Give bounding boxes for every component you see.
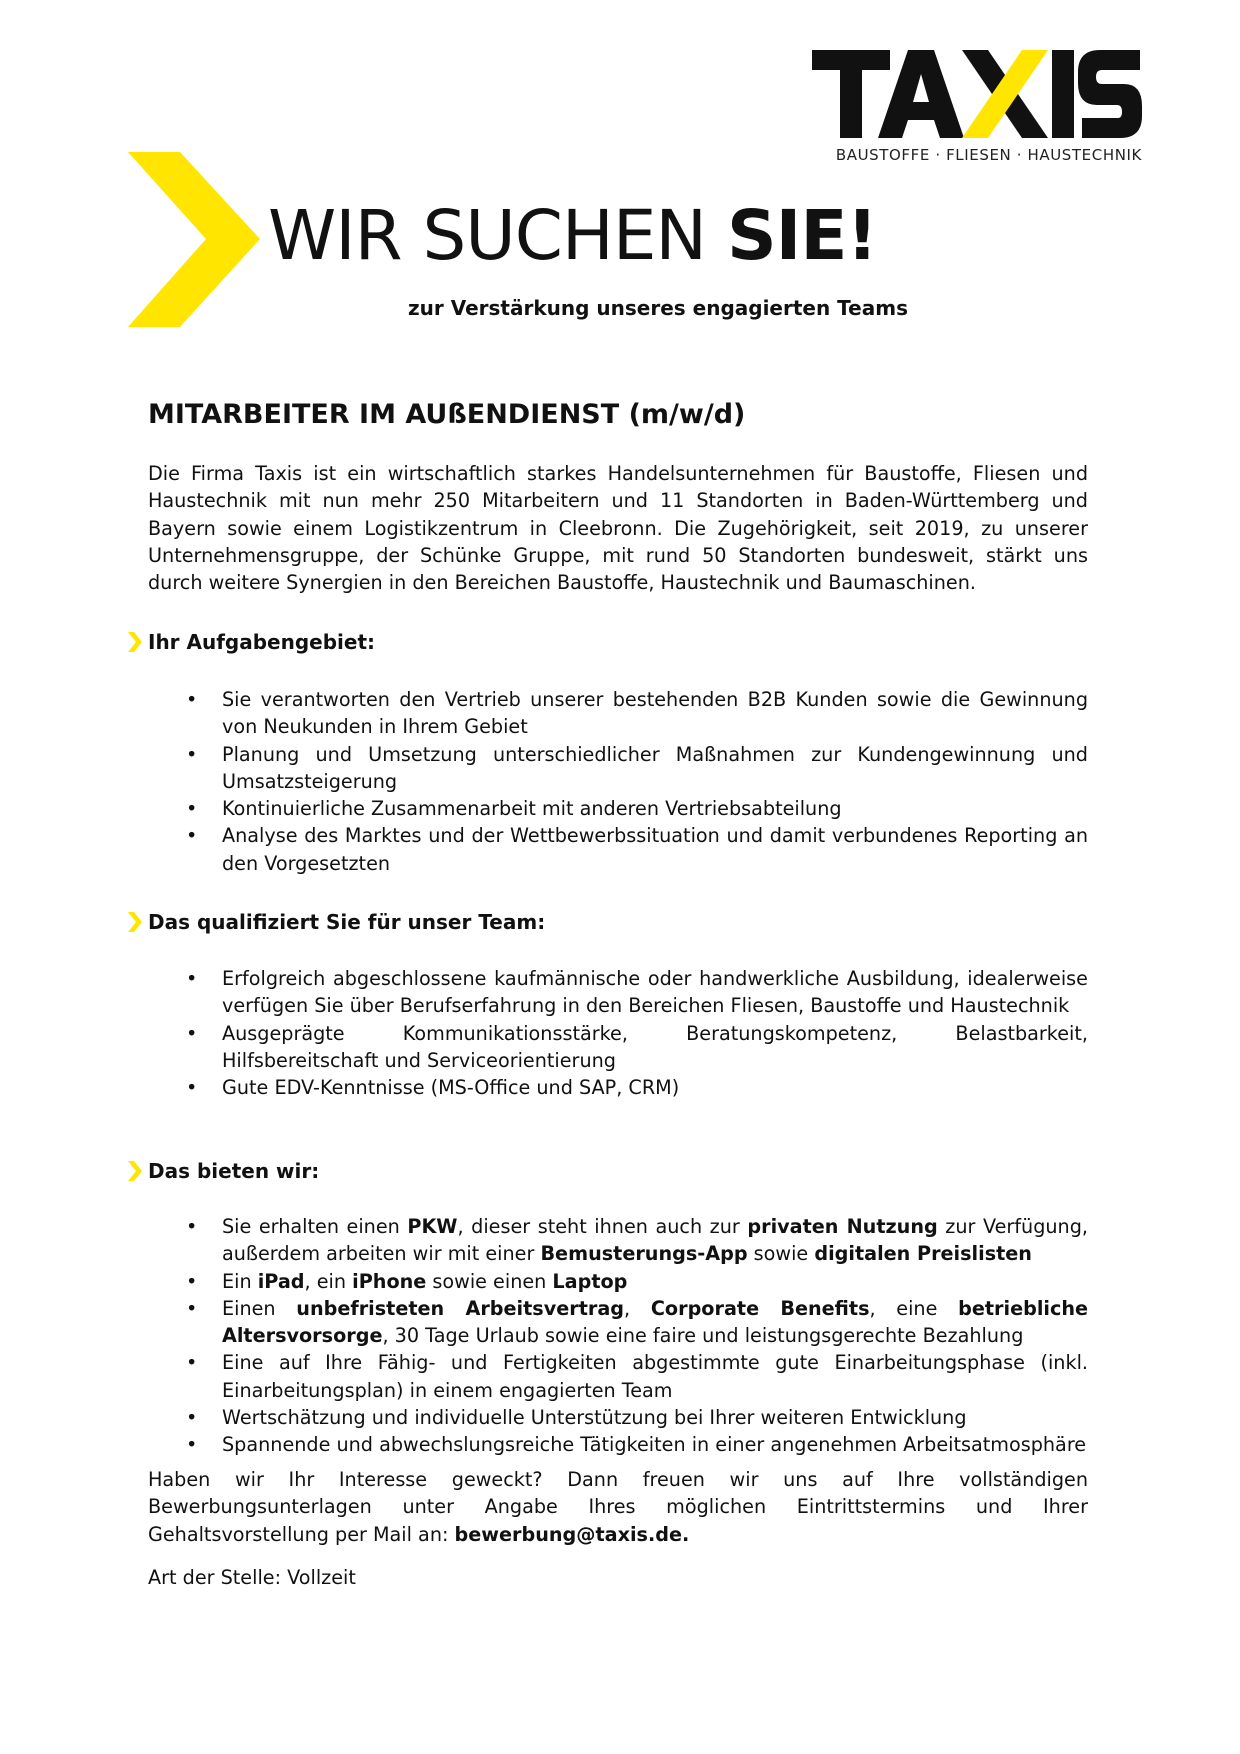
list-item: • Ausgeprägte Kommunikationsstärke, Beratungskompetenz, Belastbarkeit, Hilfsbereitschaft und Serviceorientierung (148, 1020, 1088, 1075)
list-item-text: Eine auf Ihre Fähig- und Fertigkeiten abgestimmte gute Einarbeitungsphase (inkl. Einarbeitungsplan) in einem engagierten Team (222, 1351, 1088, 1402)
taxis-logo (812, 50, 1142, 166)
emphasis-text: unbefristeten Arbeitsvertrag (296, 1296, 625, 1320)
list-item: • Erfolgreich abgeschlossene kaufmännische oder handwerkliche Ausbildung, idealerweise verfügen Sie über Berufserfahrung in den Bereichen Fliesen, Baustoffe und Haustechnik (148, 965, 1088, 1020)
chevron-bullet-icon (128, 912, 142, 932)
list-item-text: Sie erhalten einen (222, 1215, 408, 1238)
job-type: Art der Stelle: Vollzeit (148, 1566, 356, 1589)
emphasis-text: PKW (407, 1215, 458, 1238)
emphasis-text: Laptop (552, 1269, 628, 1293)
logo-tagline: BAUSTOFFE · FLIESEN · HAUSTECHNIK (835, 146, 1142, 164)
section-heading-tasks (128, 630, 375, 654)
offer-list (148, 1213, 1088, 1459)
contact-email: bewerbung@taxis.de. (454, 1522, 690, 1546)
closing-text: Haben wir Ihr Interesse geweckt? Dann freuen wir uns auf Ihre vollständigen Bewerbungsunterlagen unter Angabe Ihres möglichen Eintrittstermins und Ihrer Gehaltsvorstellung per Mail an: (148, 1468, 1088, 1546)
headline-bold: SIE! (726, 196, 877, 276)
list-item-text: Spannende und abwechslungsreiche Tätigkeiten in einer angenehmen Arbeitsatmosphäre (222, 1433, 1087, 1457)
list-item-text: zur Verfügung, außerdem arbeiten wir mit einer (222, 1215, 1088, 1266)
chevron-arrow-icon (128, 152, 260, 327)
list-item-text: Ein (222, 1269, 258, 1293)
list-item (148, 1404, 1088, 1431)
list-item: • Gute EDV-Kenntnisse (MS-Office und SAP, CRM) (148, 1074, 1088, 1101)
list-item: • Kontinuierliche Zusammenarbeit mit anderen Vertriebsabteilung (148, 795, 1088, 822)
section-heading-offer (128, 1159, 319, 1183)
section-heading-label: Das bieten wir: (148, 1159, 320, 1183)
emphasis-text: iPhone (352, 1269, 427, 1293)
emphasis-text: privaten Nutzung (747, 1215, 938, 1238)
job-title: MITARBEITER IM AUßENDIENST (m/w/d) (148, 399, 746, 430)
list-item (148, 1213, 1088, 1268)
list-item-text: , eine (869, 1296, 959, 1320)
emphasis-text: Bemusterungs-App (540, 1242, 748, 1266)
qualifications-list (148, 965, 1088, 1101)
subline: zur Verstärkung unseres engagierten Teams (408, 296, 908, 320)
list-item-text: Wertschätzung und individuelle Unterstützung bei Ihrer weiteren Entwicklung (222, 1406, 967, 1430)
list-item-text: , (624, 1296, 651, 1320)
closing-paragraph (148, 1466, 1088, 1548)
emphasis-text: digitalen Preislisten (814, 1242, 1032, 1266)
list-item (148, 1295, 1088, 1350)
headline-regular: WIR SUCHEN (268, 196, 727, 276)
list-item-text: , dieser steht ihnen auch zur (457, 1215, 748, 1238)
list-item: • Sie verantworten den Vertrieb unserer bestehenden B2B Kunden sowie die Gewinnung von Neukunden in Ihrem Gebiet (148, 686, 1088, 741)
taxis-wordmark (812, 50, 1142, 138)
headline (268, 196, 877, 276)
section-heading-label: Das qualifiziert Sie für unser Team: (148, 910, 546, 934)
list-item-text: Einen (222, 1296, 297, 1320)
emphasis-text: betriebliche Altersvorsorge (222, 1296, 1089, 1348)
list-item-text: , ein (304, 1269, 353, 1293)
list-item-text: sowie einen (426, 1269, 553, 1293)
section-heading-label: Ihr Aufgabengebiet: (148, 630, 376, 654)
list-item-text: , 30 Tage Urlaub sowie eine faire und leistungsgerechte Bezahlung (382, 1324, 1024, 1348)
emphasis-text: iPad (257, 1269, 305, 1293)
list-item: • Planung und Umsetzung unterschiedlicher Maßnahmen zur Kundengewinnung und Umsatzsteigerung (148, 741, 1088, 796)
chevron-bullet-icon (128, 632, 142, 652)
list-item: • Analyse des Marktes und der Wettbewerbssituation und damit verbundenes Reporting an den Vorgesetzten (148, 822, 1088, 877)
list-item (148, 1349, 1088, 1404)
company-intro: Die Firma Taxis ist ein wirtschaftlich starkes Handelsunternehmen für Baustoffe, Fliesen und Haustechnik mit nun mehr 250 Mitarbeitern und 11 Standorten in Baden-Württemberg und Bayern sowie einem Logistikzentrum in Cleebronn. Die Zugehörigkeit, seit 2019, zu unserer Unternehmensgruppe, der Schünke Gruppe, mit rund 50 Standorten bundesweit, stärkt uns durch weitere Synergien in den Bereichen Baustoffe, Haustechnik und Baumaschinen. (148, 462, 1088, 595)
list-item (148, 1431, 1088, 1458)
list-item (148, 1268, 1088, 1295)
emphasis-text: Corporate Benefits (650, 1296, 870, 1320)
chevron-bullet-icon (128, 1161, 142, 1181)
list-item-text: sowie (747, 1242, 815, 1266)
section-heading-qualifications (128, 910, 545, 934)
tasks-list (148, 686, 1088, 877)
